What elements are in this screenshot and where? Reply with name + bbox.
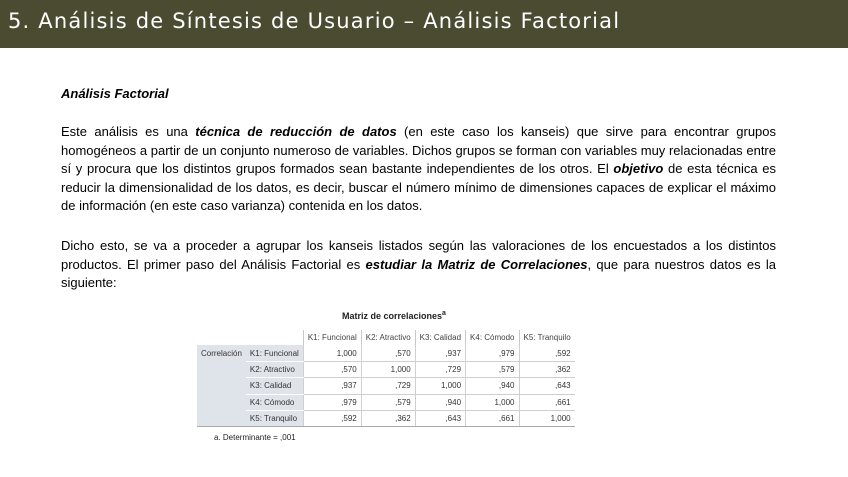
table-cell: 1,000 <box>361 361 415 377</box>
row-label: K4: Cómodo <box>246 394 303 410</box>
paragraph-intro <box>61 123 776 216</box>
table-cell: ,979 <box>303 394 361 410</box>
row-label: K3: Calidad <box>246 378 303 394</box>
table-cell: ,579 <box>466 361 519 377</box>
table-cell: ,362 <box>361 410 415 426</box>
emphasis-text: estudiar la Matriz de Correlaciones <box>365 256 588 272</box>
table-cell: 1,000 <box>519 410 575 426</box>
table-title-superscript: a <box>442 310 446 317</box>
table-cell: ,592 <box>303 410 361 426</box>
table-cell: ,937 <box>415 345 465 361</box>
table-cell: ,362 <box>519 361 575 377</box>
table-title <box>342 310 446 321</box>
table-title-text: Matriz de correlaciones <box>342 311 443 321</box>
table-cell: ,570 <box>361 345 415 361</box>
table-cell: 1,000 <box>303 345 361 361</box>
table-cell: ,661 <box>466 410 519 426</box>
table-cell: ,643 <box>519 378 575 394</box>
emphasis-text: objetivo <box>613 161 664 176</box>
paragraph-text: Este análisis es una <box>61 124 196 139</box>
section-heading: Análisis Factorial <box>61 86 169 101</box>
table-cell: ,979 <box>466 345 519 361</box>
table-cell: ,940 <box>415 394 465 410</box>
table-footnote: a. Determinante = ,001 <box>214 433 296 442</box>
table-row <box>197 361 575 377</box>
paragraph-text: (en este caso los kanseis) que sirve para encontrar grupos homogéneos a partir de un conjunto numeroso de variables. Dichos grupos se forman con variables muy relacionadas entre sí y procura que los distintos grupos formados sean bastante independientes de los otros. El <box>61 124 777 176</box>
slide-title: 5. Análisis de Síntesis de Usuario – Análisis Factorial <box>8 9 621 33</box>
paragraph-procedure <box>61 237 776 293</box>
table-cell: ,940 <box>466 378 519 394</box>
table-header-row <box>197 330 575 345</box>
table-cell: ,643 <box>415 410 465 426</box>
header-blank <box>246 330 303 345</box>
column-header: K1: Funcional <box>303 330 361 345</box>
column-header: K2: Atractivo <box>361 330 415 345</box>
table-row <box>197 410 575 426</box>
header-blank <box>197 330 246 345</box>
paragraph-text: de esta técnica es reducir la dimensionalidad de los datos, es decir, buscar el número mínimo de dimensiones capaces de explicar el máximo de información (en este caso varianza) contenida en los datos. <box>61 161 776 213</box>
table-row <box>197 345 575 361</box>
row-label: K5: Tranquilo <box>246 410 303 426</box>
paragraph-text: Dicho esto, se va a proceder a agrupar los kanseis listados según las valoraciones de los encuestados a los distintos productos. El primer paso del Análisis Factorial es <box>61 238 776 272</box>
table-cell: ,661 <box>519 394 575 410</box>
table-cell: ,937 <box>303 378 361 394</box>
group-label-spacer <box>197 361 246 377</box>
table-cell: ,592 <box>519 345 575 361</box>
table-cell: 1,000 <box>415 378 465 394</box>
paragraph-text: , que para nuestros datos es la siguiente: <box>61 256 777 290</box>
column-header: K4: Cómodo <box>466 330 519 345</box>
column-header: K3: Calidad <box>415 330 465 345</box>
emphasis-text: técnica de reducción de datos <box>195 124 397 139</box>
correlation-table <box>197 330 575 427</box>
group-label: Correlación <box>197 345 246 361</box>
table-cell: ,729 <box>415 361 465 377</box>
table-cell: ,579 <box>361 394 415 410</box>
row-label: K2: Atractivo <box>246 361 303 377</box>
group-label-spacer <box>197 394 246 410</box>
table-row <box>197 378 575 394</box>
table-cell: ,729 <box>361 378 415 394</box>
slide-header <box>0 0 848 48</box>
table-cell: ,570 <box>303 361 361 377</box>
table-row <box>197 394 575 410</box>
group-label-spacer <box>197 410 246 426</box>
group-label-spacer <box>197 378 246 394</box>
table-cell: 1,000 <box>466 394 519 410</box>
column-header: K5: Tranquilo <box>519 330 575 345</box>
row-label: K1: Funcional <box>246 345 303 361</box>
